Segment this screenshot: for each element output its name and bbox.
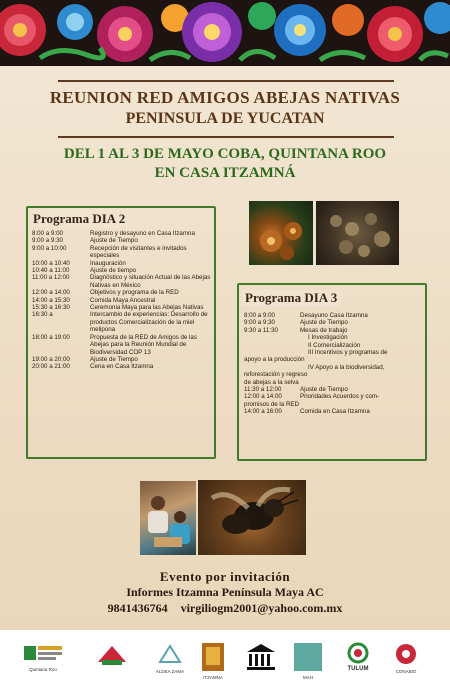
schedule-activity: Mesas de trabajo [300,326,348,334]
schedule-activity: Diagnóstico y situación Actual de las Abejas Nativas en México [90,274,211,289]
schedule-time: 9:00 a 9:30 [244,319,275,327]
schedule-row [32,245,214,260]
schedule-time: 19:00 a 20:00 [32,355,70,363]
aldea-zama-label: ALDEA ZAMA [155,669,185,674]
schedule-activity: Inauguración [90,259,126,267]
schedule-time: 15:30 a 16:30 [32,304,70,312]
tulum-emblem-icon [94,642,130,668]
schedule-row [244,327,424,334]
schedule-activity: Ajuste de Tiempo [300,386,348,394]
title-line-2: PENINSULA DE YUCATAN [125,110,325,127]
unesco-temple-icon [245,642,277,672]
schedule-row [32,334,214,356]
event-invitation-text: Evento por invitación [159,569,291,584]
date-line-1: DEL 1 AL 3 DE MAYO COBA, QUINTANA ROO [63,146,387,162]
schedule-time: 8:00 a 9:00 [244,312,275,319]
schedule-time: 9:00 a 9:30 [32,237,63,245]
schedule-time: 14:00 a 15:30 [32,296,70,304]
day3-subitem: II Comercialización [308,341,361,349]
itzamna-logo [200,642,226,680]
schedule-activity: Comida en Casa Itzamna [300,408,370,416]
schedule-time: 9:30 a 11:30 [244,326,278,334]
title-divider [58,136,394,138]
conabio-logo [386,642,426,674]
quintana-roo-logo [18,642,68,672]
schedule-activity: Ajuste de tiempo [90,267,137,275]
schedule-row [244,386,424,393]
day3-subitem-cont: apoyo a la producción [244,356,305,364]
schedule-time: 8:00 a 9:00 [32,230,63,237]
day3-subitem-cont: de abejas a la selva [244,378,299,386]
schedule-time: 10:40 a 11:00 [32,267,70,275]
schedule-row [244,393,424,400]
schedule-row [32,230,214,237]
schedule-row [32,267,214,274]
schedule-time: 9:00 a 10:00 [32,244,67,252]
top-divider [58,80,394,82]
schedule-row [32,260,214,267]
aldea-zama-emblem-icon [157,642,183,666]
sponsor-logos-strip [0,630,450,695]
beehive-comb-photo [316,201,399,265]
native-bee-photo [198,480,306,555]
quintana-roo-emblem-icon [22,642,64,664]
schedule-activity: Ajuste de Tiempo [90,355,138,363]
itzamna-label: ITZAMNA [203,675,223,680]
contact-line [0,601,450,616]
schedule-time: 16:30 a [32,311,53,319]
title-line-1: REUNION RED AMIGOS ABEJAS NATIVAS [49,88,401,107]
schedule-row [32,311,214,333]
schedule-row [32,363,214,370]
schedule-time: 12:00 a 14:00 [32,289,70,297]
schedule-activity: Intercambio de experiencias: Desarrollo de productos Comercialización de la miel melipona [90,311,208,334]
day3-program-title: Programa DIA 3 [242,290,340,306]
schedule-time: 14:00 a 16:00 [244,408,282,416]
schedule-activity: Propuesta de la RED de Amigos de las Abejas para la Reunión Mundial de Biodiversidad COP 13 [90,333,197,356]
schedule-activity: Ajuste de Tiempo [90,237,138,245]
schedule-time: 11:00 a 12:00 [32,274,70,282]
aldea-zama-logo [150,642,190,674]
schedule-row [32,274,214,289]
day2-program-title: Programa DIA 2 [30,211,128,227]
schedule-activity: Registro y desayuno en Casa Itzamna [90,230,195,237]
schedule-activity: Ceremonia Maya para las Abejas Nativas [90,304,204,312]
conabio-label: CONABIO [395,669,417,674]
schedule-activity: Ajuste de Tiempo [300,319,348,327]
schedule-time: 12:00 a 14:00 [244,393,282,401]
phone-number: 9841436764 [107,601,168,615]
schedule-row [32,304,214,311]
day2-schedule [32,230,214,371]
date-line-2: EN CASA ITZAMNÁ [154,165,296,181]
schedule-time: 18:00 a 19:00 [32,333,70,341]
embroidered-flower-border [0,0,450,66]
schedule-time: 11:30 a 12:00 [244,386,282,394]
mah-label: MAH [303,675,313,680]
email-address[interactable]: virgiliogm2001@yahoo.com.mx [180,601,343,615]
tulum-label: TULUM [347,666,369,672]
schedule-row [32,356,214,363]
schedule-activity: Cena en Casa Itzamna [90,363,154,371]
schedule-activity: Recepción de visitantes e invitados especiales [90,244,187,260]
tulum-swirl-icon [343,642,373,664]
tulum-tourism-logo [338,642,378,672]
schedule-activity: Prioridades Acuerdos y com- [300,393,380,401]
tulum-municipal-logo [90,642,134,671]
schedule-row [32,297,214,304]
schedule-activity: Objetivos y programa de la RED [90,289,179,297]
schedule-activity: Comida Maya Ancestral [90,296,156,304]
conabio-emblem-icon [392,642,420,666]
schedule-row [244,408,424,415]
schedule-activity: Desayuno Casa Itzamna [300,312,368,319]
day3-subitem: I Investigación [308,334,348,342]
day3-schedule [244,312,424,416]
day3-subitem: IV Apoyo a la biodiversidad, [308,363,385,371]
quintana-roo-label: Quintana Roo [29,667,57,672]
info-text: Informes Itzamna Península Maya AC [126,585,324,599]
people-photo [140,481,196,555]
mah-emblem-icon [293,642,323,672]
mah-logo [292,642,324,680]
unesco-logo [244,642,278,675]
day3-subitem-cont: reforestación y regreso [244,371,308,379]
schedule-time: 20:00 a 21:00 [32,363,70,371]
honey-pots-photo [249,201,313,265]
day3-subitem: III Incentivos y programas de [308,349,388,357]
schedule-row [32,289,214,296]
schedule-row [244,319,424,326]
schedule-time: 10:00 a 10:40 [32,259,70,267]
schedule-row [244,312,424,319]
day3-subitem-cont: promisos de la RED [244,400,300,408]
schedule-row [32,237,214,244]
itzamna-emblem-icon [201,642,225,672]
